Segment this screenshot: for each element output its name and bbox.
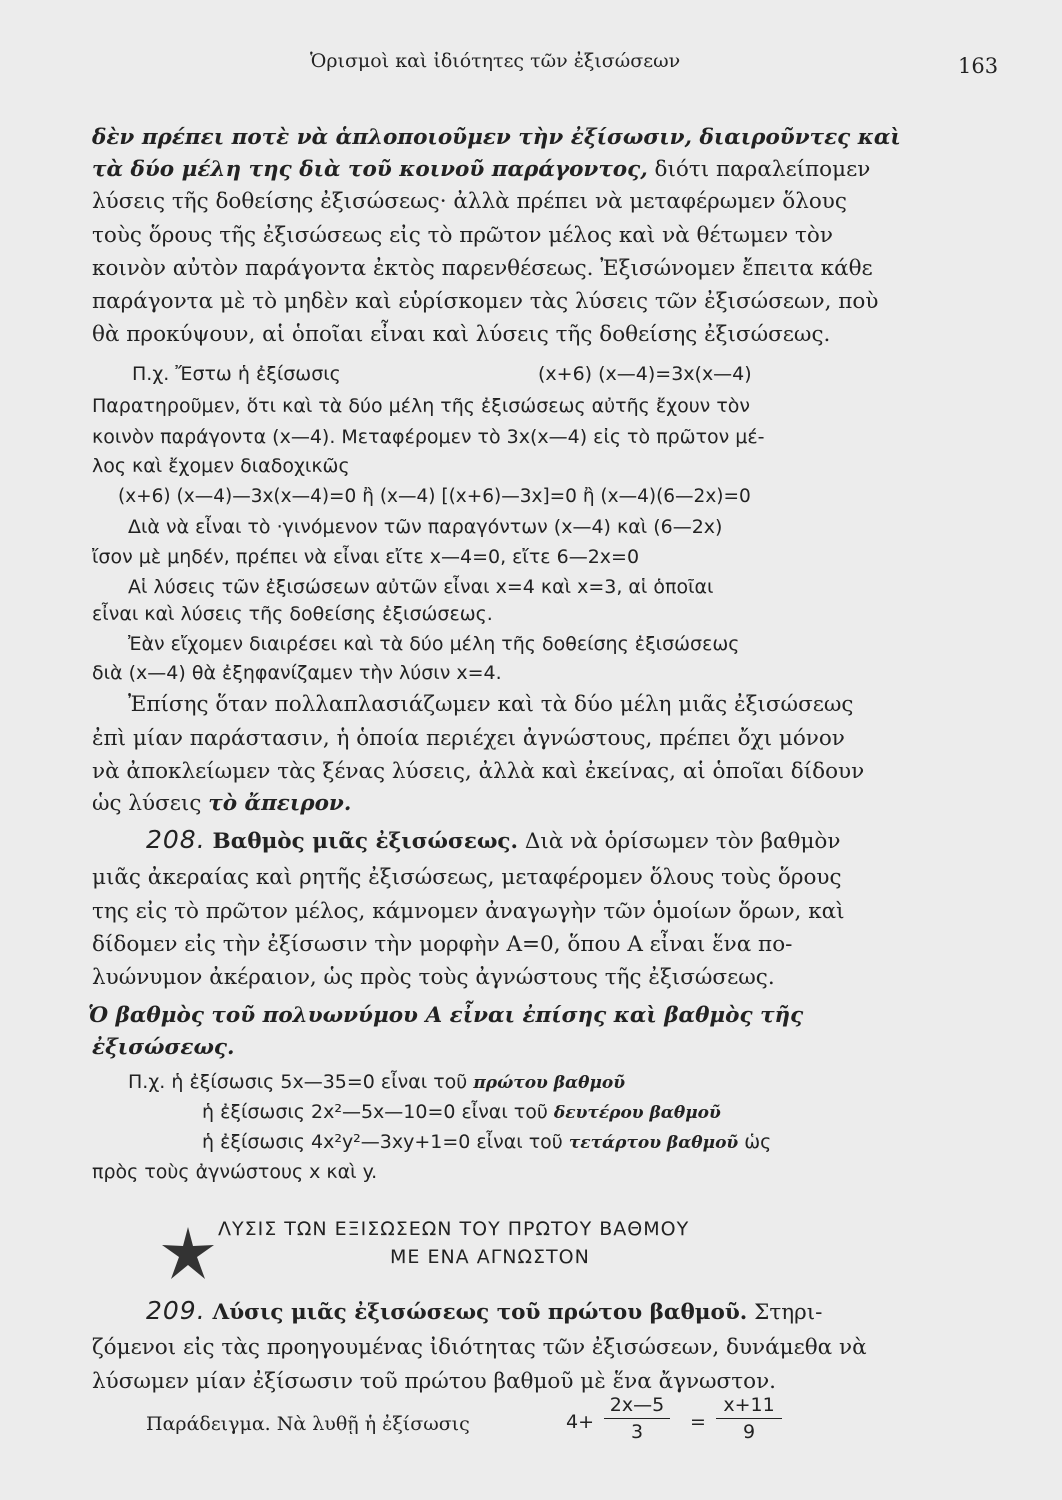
- chapter-title-line2: ΜΕ ΕΝΑ ΑΓΝΩΣΤΟΝ: [390, 1246, 590, 1268]
- section208-example2-text: ἡ ἐξίσωσις 2x²—5x—10=0 εἶναι τοῦ: [202, 1101, 554, 1123]
- equation-lead: 4+: [566, 1411, 595, 1433]
- section209-title: Λύσις μιᾶς ἐξισώσεως τοῦ πρώτου βαθμοῦ.: [212, 1300, 748, 1325]
- star-icon: [160, 1225, 216, 1281]
- example1-line4: λος καὶ ἔχομεν διαδοχικῶς: [92, 455, 350, 477]
- example1-line6: Διὰ νὰ εἶναι τὸ ·γινόμενον τῶν παραγόντων (x—4) καὶ (6—2x): [128, 516, 723, 538]
- para1-line1: δὲν πρέπει ποτὲ νὰ ἁπλοποιοῦμεν τὴν ἐξίσωσιν, διαιροῦντες καὶ: [92, 125, 901, 150]
- fraction-left-denominator: 3: [630, 1421, 644, 1443]
- chapter-title-line1: ΛΥΣΙΣ ΤΩΝ ΕΞΙΣΩΣΕΩΝ ΤΟΥ ΠΡΩΤΟΥ ΒΑΘΜΟΥ: [218, 1218, 690, 1240]
- fraction-right-bar: [716, 1418, 782, 1419]
- section209-line3: λύσωμεν μίαν ἐξίσωσιν τοῦ πρώτου βαθμοῦ μὲ ἕνα ἄγνωστον.: [92, 1369, 776, 1394]
- para1-line4: τοὺς ὅρους τῆς ἐξισώσεως εἰς τὸ πρῶτον μέλος καὶ νὰ θέτωμεν τὸν: [92, 223, 833, 248]
- fraction-right: [716, 1394, 782, 1443]
- example1-line10: Ἐὰν εἴχομεν διαιρέσει καὶ τὰ δύο μέλη τῆς δοθείσης ἐξισώσεως: [128, 633, 740, 655]
- section208-example1-degree: πρώτου βαθμοῦ: [473, 1073, 626, 1093]
- fraction-left: [604, 1394, 670, 1443]
- section208-rule-line1: Ὁ βαθμὸς τοῦ πολυωνύμου A εἶναι ἐπίσης καὶ βαθμὸς τῆς: [88, 1003, 804, 1028]
- fraction-left-numerator: 2x—5: [609, 1394, 665, 1416]
- para1-line5: κοινὸν αὐτὸν παράγοντα ἐκτὸς παρενθέσεως. Ἐξισώνομεν ἔπειτα κάθε: [92, 256, 873, 281]
- section208-line2: μιᾶς ἀκεραίας καὶ ρητῆς ἐξισώσεως, μεταφέρομεν ὅλους τοὺς ὅρους: [92, 865, 842, 890]
- section208-example3-text: ἡ ἐξίσωσις 4x²y²—3xy+1=0 εἶναι τοῦ: [202, 1131, 569, 1153]
- page-number: 163: [958, 54, 999, 78]
- section209-example-label: Παράδειγμα. Νὰ λυθῇ ἡ ἐξίσωσις: [146, 1413, 470, 1435]
- example1-line3: κοινὸν παράγοντα (x—4). Μεταφέρομεν τὸ 3x(x—4) εἰς τὸ πρῶτον μέ-: [92, 426, 765, 448]
- para2-line4-emph: τὸ ἄπειρον.: [208, 791, 352, 816]
- section209-heading: [146, 1297, 1016, 1327]
- para2-line1: Ἐπίσης ὅταν πολλαπλασιάζωμεν καὶ τὰ δύο μέλη μιᾶς ἐξισώσεως: [128, 692, 854, 717]
- fraction-right-numerator: x+11: [723, 1394, 775, 1416]
- section208-example3-degree: τετάρτου βαθμοῦ: [568, 1133, 739, 1153]
- para1-line3: λύσεις τῆς δοθείσης ἐξισώσεως· ἀλλὰ πρέπει νὰ μεταφέρωμεν ὅλους: [92, 189, 847, 214]
- section208-example3-tail: ὡς: [738, 1131, 772, 1153]
- example1-line1: [132, 360, 1002, 388]
- para1-line2: [92, 156, 962, 184]
- section209-line2: ζόμενοι εἰς τὰς προηγουμένας ἰδιότητας τῶν ἐξισώσεων, δυνάμεθα νὰ: [92, 1335, 867, 1360]
- fraction-right-denominator: 9: [742, 1421, 756, 1443]
- para2-line2: ἐπὶ μίαν παράστασιν, ἡ ὁποία περιέχει ἀγνώστους, πρέπει ὄχι μόνον: [92, 726, 845, 751]
- section208-rule-line2: ἐξισώσεως.: [92, 1035, 235, 1060]
- section208-number: 208.: [146, 825, 206, 854]
- example1-line9: εἶναι καὶ λύσεις τῆς δοθείσης ἐξισώσεως.: [92, 603, 493, 625]
- section209-line1: Στηρι-: [747, 1300, 823, 1325]
- section208-example-line2: [202, 1098, 1062, 1127]
- section208-line3: της εἰς τὸ πρῶτον μέλος, κάμνομεν ἀναγωγὴν τῶν ὁμοίων ὅρων, καὶ: [92, 899, 845, 924]
- para1-line7: θὰ προκύψουν, αἱ ὁποῖαι εἶναι καὶ λύσεις τῆς δοθείσης ἐξισώσεως.: [92, 322, 831, 347]
- example1-line11: διὰ (x—4) θὰ ἐξηφανίζαμεν τὴν λύσιν x=4.: [92, 662, 502, 684]
- example1-line8: Αἱ λύσεις τῶν ἐξισώσεων αὐτῶν εἶναι x=4 καὶ x=3, αἱ ὁποῖαι: [128, 576, 714, 598]
- equation-equals: =: [690, 1411, 706, 1433]
- example1-line2: Παρατηροῦμεν, ὅτι καὶ τὰ δύο μέλη τῆς ἐξισώσεως αὐτῆς ἔχουν τὸν: [92, 395, 751, 417]
- section208-example-line1: [128, 1068, 998, 1097]
- para1-line2-rest: διότι παραλείπομεν: [647, 157, 871, 182]
- example1-line7: ἴσον μὲ μηδέν, πρέπει νὰ εἶναι εἴτε x—4=0, εἴτε 6—2x=0: [92, 546, 640, 568]
- header-title: Ὁρισμοὶ καὶ ἰδιότητες τῶν ἐξισώσεων: [310, 50, 681, 72]
- section208-example1-text: Π.χ. ἡ ἐξίσωσις 5x—35=0 εἶναι τοῦ: [128, 1071, 474, 1093]
- section208-example2-degree: δευτέρου βαθμοῦ: [553, 1103, 721, 1123]
- section208-example-line3: [202, 1128, 1062, 1157]
- para1-line2-emph: τὰ δύο μέλη της διὰ τοῦ κοινοῦ παράγοντος,: [92, 157, 648, 182]
- example1-equation: (x+6) (x—4)=3x(x—4): [538, 363, 752, 385]
- example1-intro: Π.χ. Ἔστω ἡ ἐξίσωσις: [132, 363, 341, 385]
- para2-line4: [92, 790, 962, 818]
- section208-line1: Διὰ νὰ ὁρίσωμεν τὸν βαθμὸν: [518, 829, 841, 854]
- section209-number: 209.: [146, 1296, 206, 1325]
- fraction-left-bar: [604, 1418, 670, 1419]
- para2-line4-text: ὡς λύσεις: [92, 791, 209, 816]
- para1-line6: παράγοντα μὲ τὸ μηδὲν καὶ εὑρίσκομεν τὰς λύσεις τῶν ἐξισώσεων, ποὺ: [92, 289, 879, 314]
- section208-line5: λυώνυμον ἀκέραιον, ὡς πρὸς τοὺς ἀγνώστους τῆς ἐξισώσεως.: [92, 965, 775, 990]
- section208-example-line4: πρὸς τοὺς ἀγνώστους x καὶ y.: [92, 1161, 378, 1183]
- section208-heading: [146, 826, 1016, 856]
- example1-derivation: (x+6) (x—4)—3x(x—4)=0 ἢ (x—4) [(x+6)—3x]=0 ἢ (x—4)(6—2x)=0: [118, 486, 751, 507]
- section208-line4: δίδομεν εἰς τὴν ἐξίσωσιν τὴν μορφὴν A=0, ὅπου A εἶναι ἕνα πο-: [92, 932, 793, 957]
- running-header: [0, 48, 1062, 88]
- section208-title: Βαθμὸς μιᾶς ἐξισώσεως.: [212, 829, 518, 854]
- para2-line3: νὰ ἀποκλείωμεν τὰς ξένας λύσεις, ἀλλὰ καὶ ἐκείνας, αἱ ὁποῖαι δίδουν: [92, 759, 865, 784]
